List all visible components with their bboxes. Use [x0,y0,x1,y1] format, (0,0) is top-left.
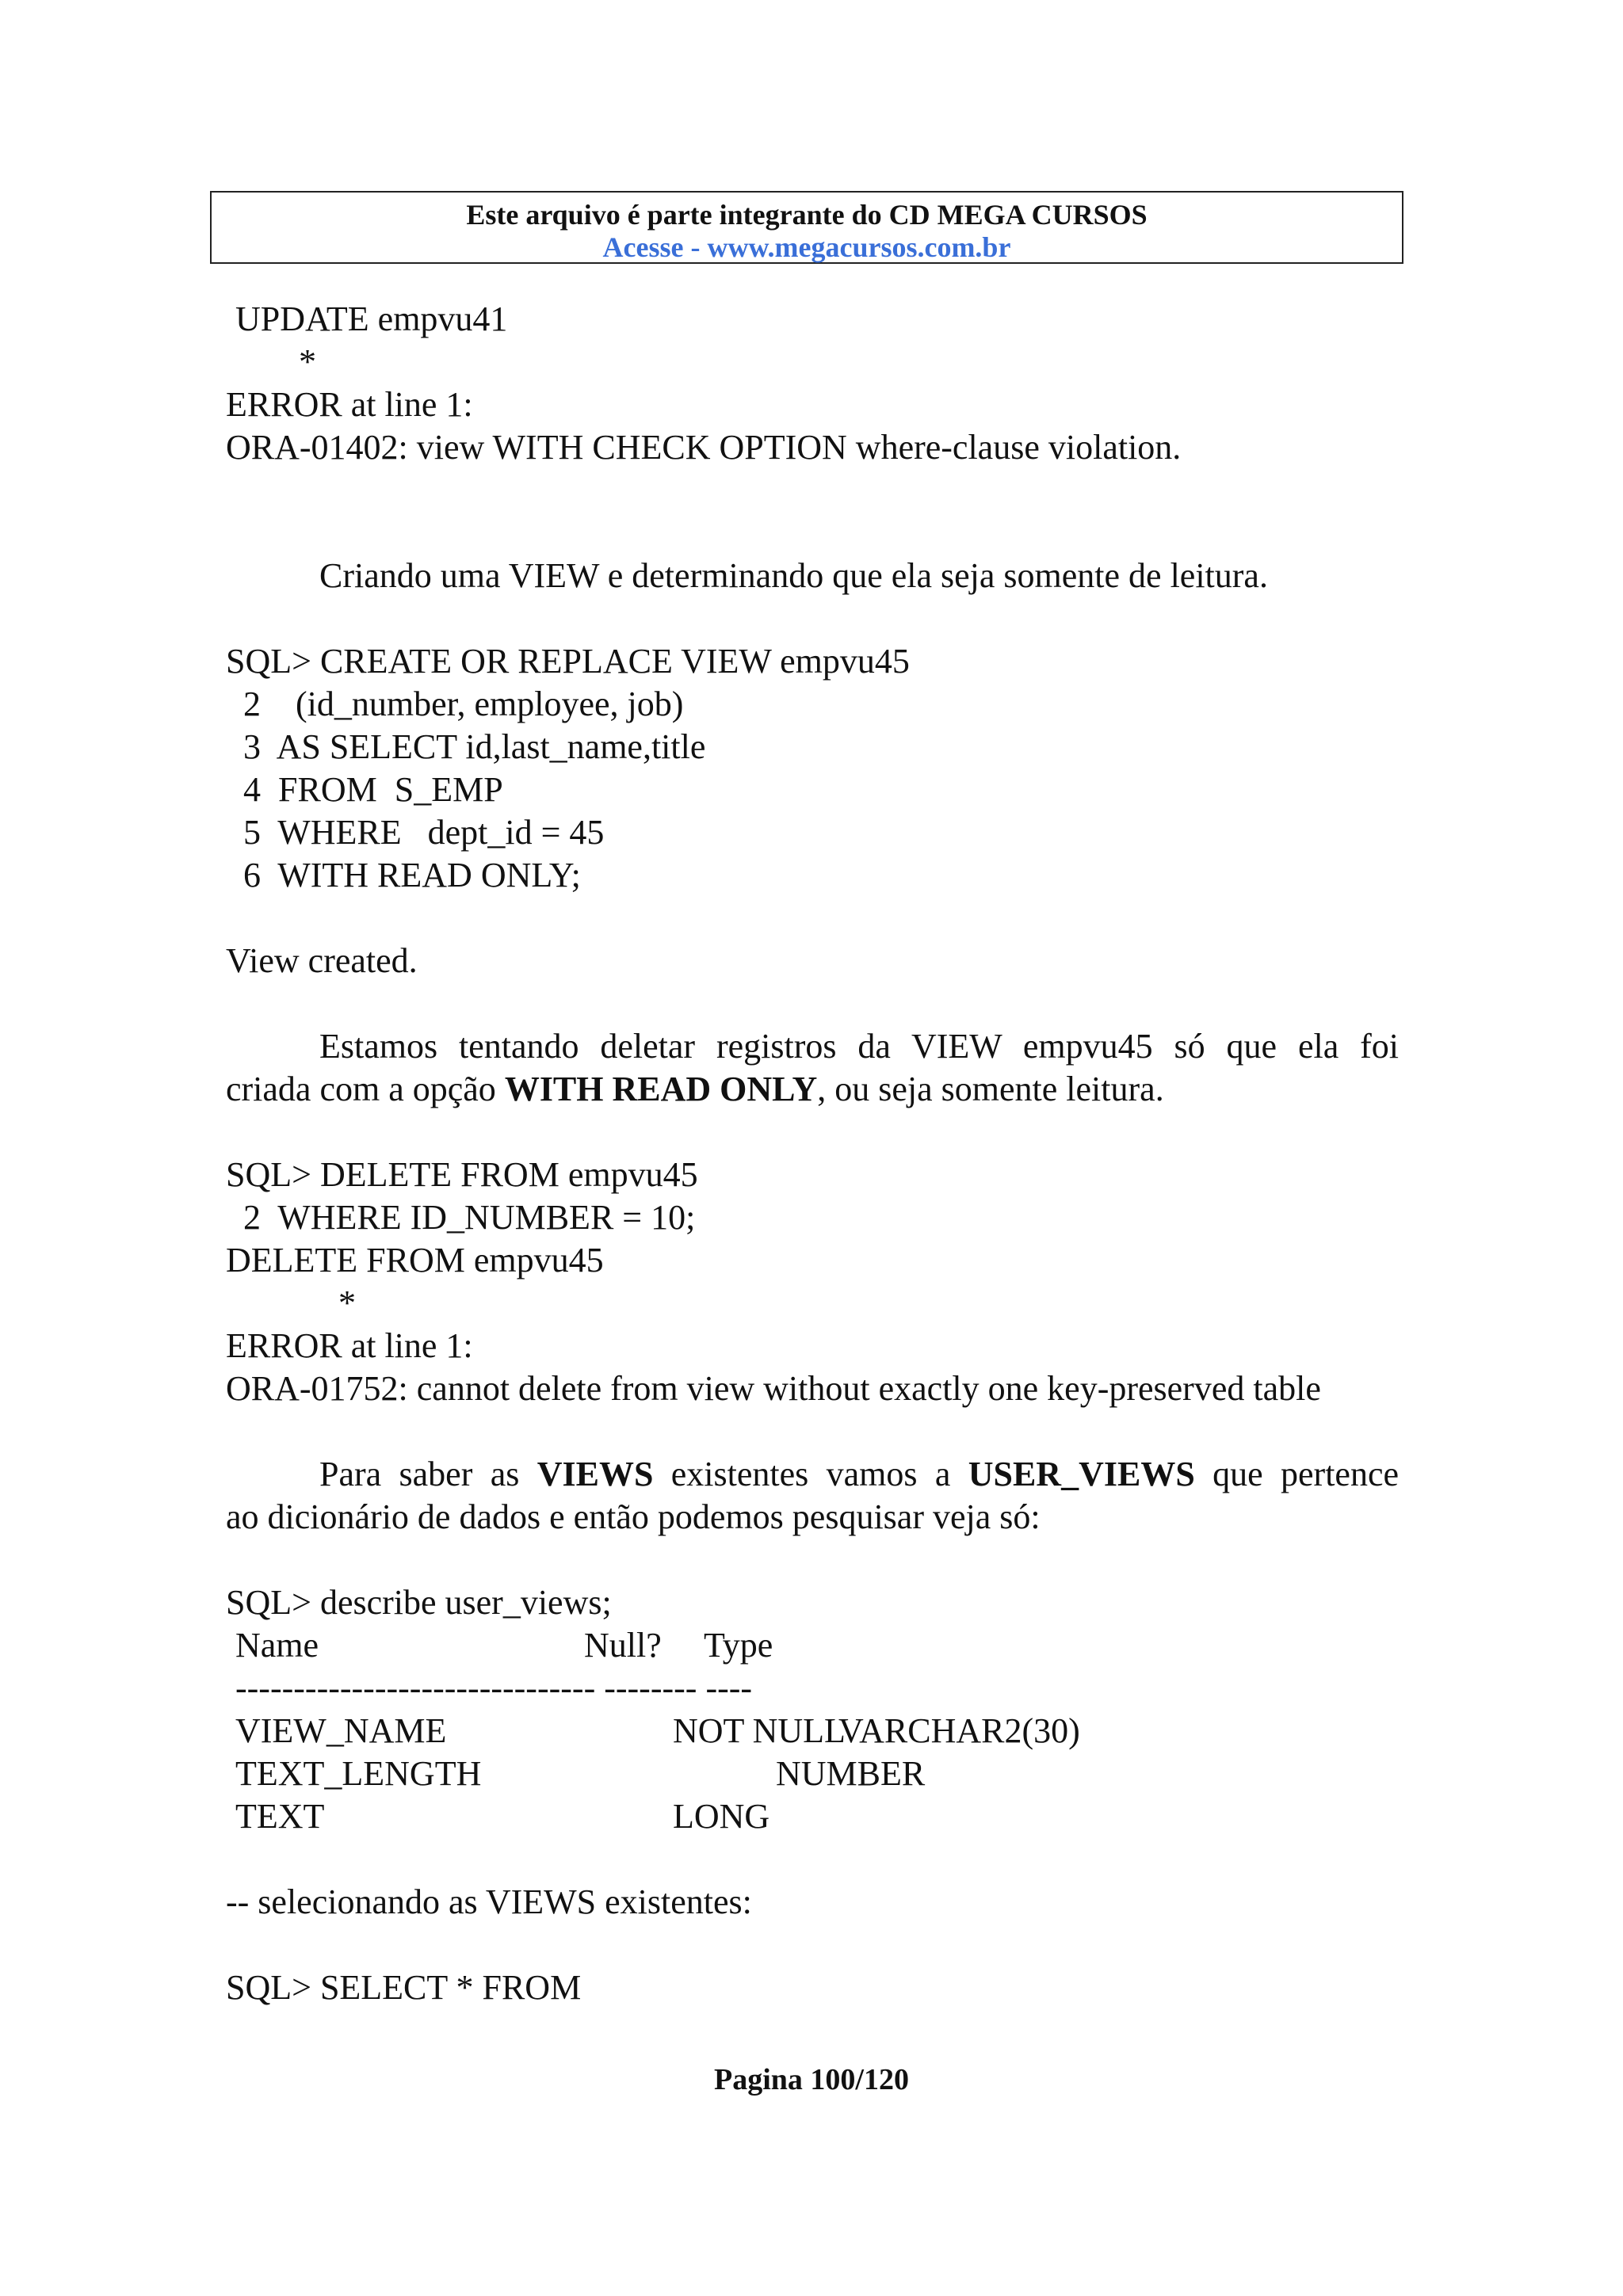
sql-line: 5 WHERE dept_id = 45 [226,813,605,852]
paragraph: Criando uma VIEW e determinando que ela seja somente de leitura. [319,556,1268,595]
bold-keyword: USER_VIEWS [968,1455,1195,1493]
sql-line: 2 WHERE ID_NUMBER = 10; [226,1198,696,1237]
sql-line: SQL> DELETE FROM empvu45 [226,1155,698,1194]
bold-keyword: VIEWS [537,1455,654,1493]
header-title: Este arquivo é parte integrante do CD MEGA CURSOS [466,199,1148,231]
table-cell-type: NUMBER [776,1754,926,1793]
paragraph-line: ao dicionário de dados e então podemos pesquisar veja só: [226,1497,1041,1536]
error-message: ORA-01402: view WITH CHECK OPTION where-clause violation. [226,428,1182,467]
separator-line: ------------------------------- -------- ---- [235,1669,753,1707]
sql-line: SQL> CREATE OR REPLACE VIEW empvu45 [226,642,910,681]
sql-line: 4 FROM S_EMP [226,770,503,809]
sql-line: DELETE FROM empvu45 [226,1241,604,1280]
table-cell-type: VARCHAR2(30) [838,1711,1080,1750]
paragraph-line: Estamos tentando deletar registros da VIEW empvu45 só que ela foi [319,1027,1399,1066]
sql-line: SQL> describe user_views; [226,1583,612,1622]
paragraph-line: criada com a opção WITH READ ONLY, ou seja somente leitura. [226,1070,1164,1108]
table-cell-name: TEXT_LENGTH [235,1754,482,1793]
code-line: UPDATE empvu41 [235,299,508,338]
header-link[interactable]: Acesse - www.megacursos.com.br [602,231,1011,263]
table-cell-null: NOT NULL [673,1711,846,1750]
sql-line: 3 AS SELECT id,last_name,title [226,727,706,766]
result-text: View created. [226,941,418,980]
error-line: ERROR at line 1: [226,1326,473,1365]
table-cell-name: VIEW_NAME [235,1711,447,1750]
paragraph-line: Para saber as VIEWS existentes vamos a USER_VIEWS que pertence [319,1455,1400,1493]
error-message: ORA-01752: cannot delete from view without exactly one key-preserved table [226,1369,1321,1408]
error-line: ERROR at line 1: [226,385,473,424]
sql-line: 6 WITH READ ONLY; [226,856,581,894]
header-box [210,191,1403,264]
table-cell-name: TEXT [235,1797,325,1836]
sql-line: SQL> SELECT * FROM [226,1968,582,2007]
bold-keyword: WITH READ ONLY [504,1070,818,1108]
page-number: Pagina 100/120 [714,2063,909,2096]
error-caret: * [299,342,316,381]
sql-comment: -- selecionando as VIEWS existentes: [226,1882,752,1921]
column-header-name: Name [235,1626,319,1665]
error-caret: * [338,1283,356,1322]
table-cell-type: LONG [673,1797,770,1836]
column-header-type: Type [704,1626,773,1665]
sql-line: 2 (id_number, employee, job) [226,685,684,723]
column-header-null: Null? [584,1626,662,1665]
